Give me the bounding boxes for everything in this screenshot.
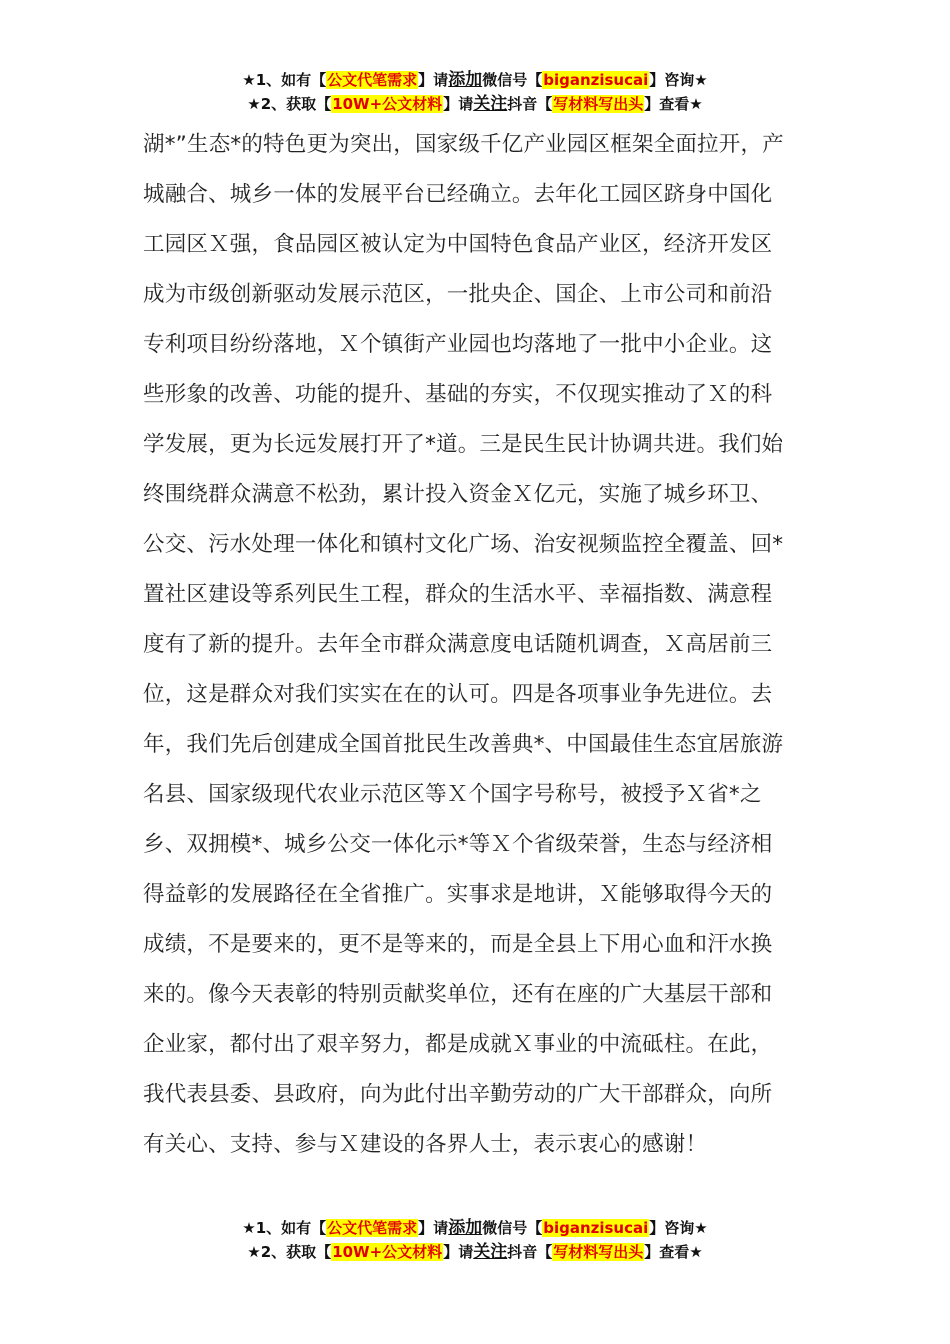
banner-text: 】咨询★ — [649, 71, 708, 89]
paragraph-line: 度有了新的提升。去年全市群众满意度电话随机调查，Ｘ高居前三 — [143, 632, 773, 657]
banner-text: 】请 — [418, 71, 449, 89]
highlight-wechat-id: biganzisucai — [543, 71, 649, 89]
paragraph-line: 我代表县委、县政府，向为此付出辛勤劳动的广大干部群众，向所 — [143, 1082, 773, 1107]
paragraph-line: 名县、国家级现代农业示范区等Ｘ个国字号称号，被授予Ｘ省*之 — [143, 782, 762, 807]
banner-line-2 — [0, 92, 950, 116]
banner-text: 】查看★ — [644, 1243, 703, 1261]
highlight-douyin-account: 写材料写出头 — [553, 1243, 644, 1261]
paragraph-line: 工园区Ｘ强，食品园区被认定为中国特色食品产业区，经济开发区 — [143, 232, 773, 257]
banner-text: 】请 — [443, 95, 474, 113]
highlight-service: 公文代笔需求 — [327, 71, 418, 89]
banner-text: 抖音【 — [507, 95, 553, 113]
footer-banner — [0, 1216, 950, 1264]
paragraph-line: 年，我们先后创建成全国首批民生改善典*、中国最佳生态宜居旅游 — [143, 732, 784, 757]
paragraph-line: 成为市级创新驱动发展示范区，一批央企、国企、上市公司和前沿 — [143, 282, 773, 307]
banner-text: 微信号【 — [482, 71, 543, 89]
paragraph-line: 湖*”生态*的特色更为突出，国家级千亿产业园区框架全面拉开，产 — [143, 132, 784, 157]
paragraph-line: 终围绕群众满意不松劲，累计投入资金Ｘ亿元，实施了城乡环卫、 — [143, 482, 773, 507]
banner-text: 】请 — [443, 1243, 474, 1261]
paragraph-line: 置社区建设等系列民生工程，群众的生活水平、幸福指数、满意程 — [143, 582, 773, 607]
highlight-wechat-id: biganzisucai — [543, 1219, 649, 1237]
highlight-service: 公文代笔需求 — [327, 1219, 418, 1237]
banner-text: ★1、如有【 — [242, 71, 327, 89]
paragraph-line: 位，这是群众对我们实实在在的认可。四是各项事业争先进位。去 — [143, 682, 773, 707]
emphasis-follow: 关注 — [473, 1242, 508, 1262]
banner-text: ★1、如有【 — [242, 1219, 327, 1237]
emphasis-follow: 关注 — [473, 94, 508, 114]
paragraph-line: 专利项目纷纷落地，Ｘ个镇街产业园也均落地了一批中小企业。这 — [143, 332, 773, 357]
header-banner — [0, 68, 950, 116]
banner-text: 】查看★ — [644, 95, 703, 113]
highlight-materials: 10W+公文材料 — [332, 95, 443, 113]
emphasis-add: 添加 — [448, 70, 483, 90]
banner-text: 抖音【 — [507, 1243, 553, 1261]
banner-line-1 — [0, 1216, 950, 1240]
paragraph-line: 乡、双拥模*、城乡公交一体化示*等Ｘ个省级荣誉，生态与经济相 — [143, 832, 773, 857]
paragraph-line: 得益彰的发展路径在全省推广。实事求是地讲，Ｘ能够取得今天的 — [143, 882, 773, 907]
paragraph-line: 城融合、城乡一体的发展平台已经确立。去年化工园区跻身中国化 — [143, 182, 773, 207]
banner-text: 微信号【 — [482, 1219, 543, 1237]
banner-text: 】咨询★ — [649, 1219, 708, 1237]
banner-line-2 — [0, 1240, 950, 1264]
paragraph-line: 有关心、支持、参与Ｘ建设的各界人士，表示衷心的感谢！ — [143, 1132, 708, 1157]
highlight-douyin-account: 写材料写出头 — [553, 95, 644, 113]
banner-text: ★2、获取【 — [247, 95, 332, 113]
paragraph-line: 来的。像今天表彰的特别贡献奖单位，还有在座的广大基层干部和 — [143, 982, 773, 1007]
emphasis-add: 添加 — [448, 1218, 483, 1238]
paragraph-line: 企业家，都付出了艰辛努力，都是成就Ｘ事业的中流砥柱。在此， — [143, 1032, 773, 1057]
paragraph-line: 些形象的改善、功能的提升、基础的夯实，不仅现实推动了Ｘ的科 — [143, 382, 773, 407]
document-body — [143, 120, 808, 1170]
paragraph-line: 学发展，更为长远发展打开了*道。三是民生民计协调共进。我们始 — [143, 432, 784, 457]
banner-text: ★2、获取【 — [247, 1243, 332, 1261]
banner-line-1 — [0, 68, 950, 92]
banner-text: 】请 — [418, 1219, 449, 1237]
paragraph-line: 公交、污水处理一体化和镇村文化广场、治安视频监控全覆盖、回* — [143, 532, 784, 557]
highlight-materials: 10W+公文材料 — [332, 1243, 443, 1261]
paragraph-line: 成绩，不是要来的，更不是等来的，而是全县上下用心血和汗水换 — [143, 932, 773, 957]
